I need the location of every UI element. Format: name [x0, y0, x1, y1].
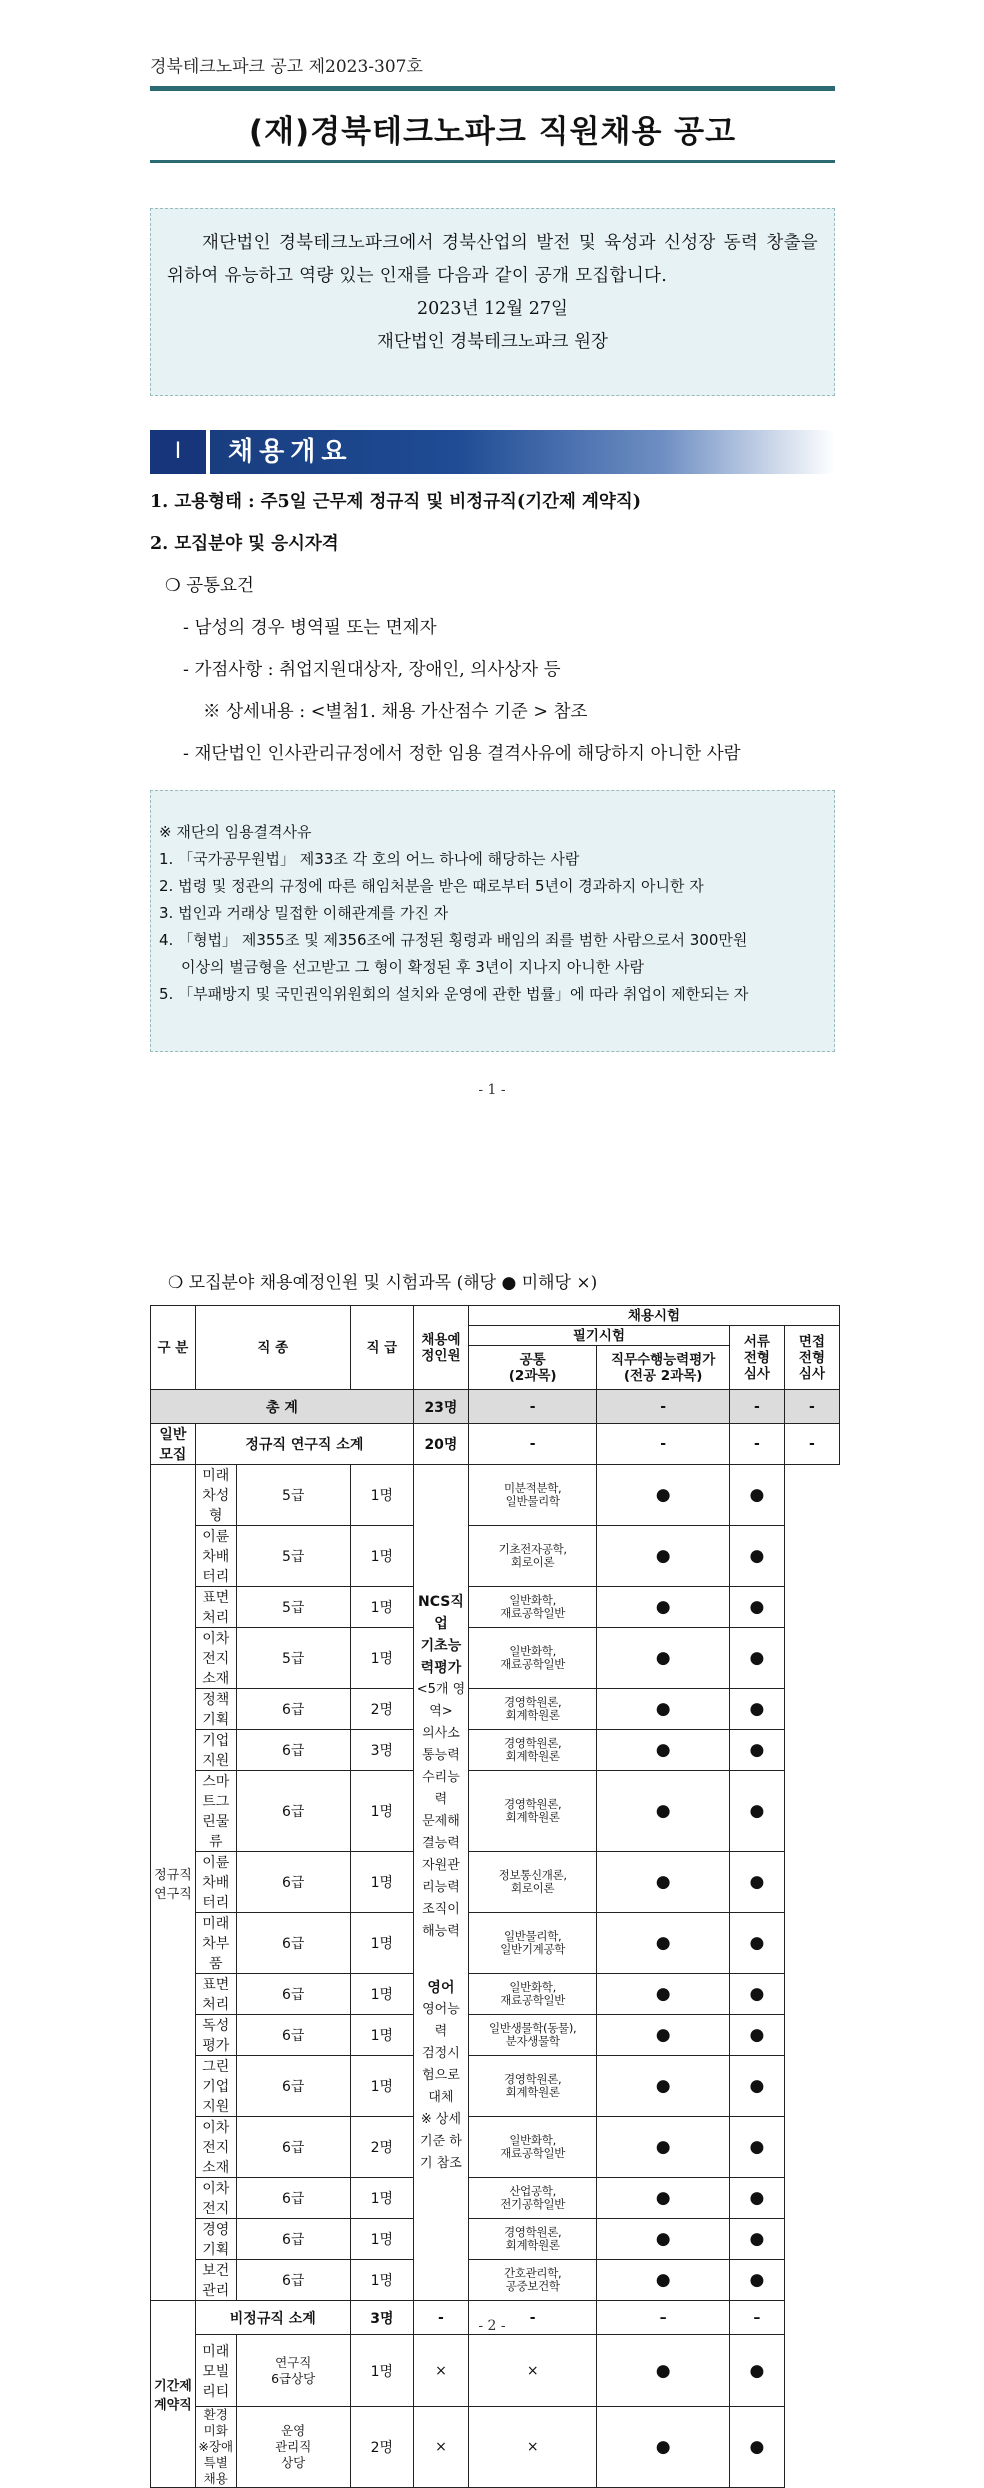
- nonregular-subtotal-label: 비정규직 소계: [195, 2301, 350, 2335]
- table-row: [151, 2260, 840, 2301]
- duty-subject-cell: 정보통신개론, 회로이론: [468, 1852, 596, 1913]
- regular-subtotal-interview: -: [784, 1424, 839, 1465]
- header-job: 직 종: [195, 1306, 350, 1390]
- job-cell: 보건관리: [195, 2260, 236, 2301]
- nonregular-subtotal-duty: -: [468, 2301, 596, 2335]
- regular-subtotal-count: 20명: [413, 1424, 468, 1465]
- regular-subtotal-label: 정규직 연구직 소계: [195, 1424, 413, 1465]
- grade-cell: 6급: [236, 2117, 350, 2178]
- disqualification-item: 1. 「국가공무원법」 제33조 각 호의 어느 하나에 해당하는 사람: [159, 850, 580, 868]
- grade-cell: 6급: [236, 2015, 350, 2056]
- requirement-note: ※ 상세내용 : <별첨1. 채용 가산점수 기준 > 참조: [203, 702, 588, 722]
- job-cell: 기업지원: [195, 1730, 236, 1771]
- duty-subject-cell: 일반화학, 재료공학일반: [468, 1587, 596, 1628]
- requirement-line: - 가점사항 : 취업지원대상자, 장애인, 의사상자 등: [183, 660, 561, 680]
- grade-cell: 6급: [236, 2178, 350, 2219]
- duty-subject-cell: 일반화학, 재료공학일반: [468, 1974, 596, 2015]
- count-cell: 1명: [350, 1913, 413, 1974]
- job-cell: 표면처리: [195, 1587, 236, 1628]
- duty-subject-cell: 경영학원론, 회계학원론: [468, 2056, 596, 2117]
- header-grade: 직 급: [350, 1306, 413, 1390]
- ncs-detail: <5개 영역> 의사소통능력 수리능력 문제해결능력 자원관리능력 조직이해능력: [416, 1681, 466, 1939]
- duty-subject-cell: 산업공학, 전기공학일반: [468, 2178, 596, 2219]
- table-row: [151, 1771, 840, 1852]
- count-cell: 1명: [350, 1852, 413, 1913]
- header-written: 필기시험: [468, 1326, 729, 1346]
- interview-cell: ●: [729, 1852, 784, 1913]
- item-fields: 2. 모집분야 및 응시자격: [150, 534, 339, 554]
- regular-subtotal-common: -: [468, 1424, 596, 1465]
- contract-grade: 운영 관리직 상당: [236, 2407, 350, 2488]
- duty-subject-cell: 미분적분학, 일반물리학: [468, 1465, 596, 1526]
- table-caption: ❍ 모집분야 채용예정인원 및 시험과목 (해당 ● 미해당 ×): [168, 1273, 598, 1293]
- contract-duty: ×: [468, 2335, 596, 2407]
- section-title: 채용개요: [228, 437, 353, 467]
- table-row: [151, 1465, 840, 1526]
- contract-doc: ●: [597, 2407, 730, 2488]
- notice-box: [150, 208, 835, 396]
- doc-cell: ●: [597, 1628, 730, 1689]
- count-cell: 1명: [350, 2015, 413, 2056]
- disqualification-item: 3. 법인과 거래상 밀접한 이해관계를 가진 자: [159, 904, 449, 922]
- job-cell: 표면처리: [195, 1974, 236, 2015]
- job-cell: 이차전지소재: [195, 1628, 236, 1689]
- grade-cell: 6급: [236, 1771, 350, 1852]
- regular-subtotal-row: [151, 1424, 840, 1465]
- page-2: [0, 1160, 984, 2486]
- doc-cell: ●: [597, 2117, 730, 2178]
- count-cell: 1명: [350, 1526, 413, 1587]
- group-general: 일반 모집: [151, 1424, 196, 1465]
- regular-subtotal-duty: -: [597, 1424, 730, 1465]
- duty-subject-cell: 일반생물학(동물), 분자생물학: [468, 2015, 596, 2056]
- count-cell: 2명: [350, 1689, 413, 1730]
- count-cell: 1명: [350, 1587, 413, 1628]
- requirement-line: - 재단법인 인사관리규정에서 정한 임용 결격사유에 해당하지 아니한 사람: [183, 744, 741, 764]
- title-rule: [150, 160, 835, 163]
- total-interview: -: [784, 1390, 839, 1424]
- interview-cell: ●: [729, 2056, 784, 2117]
- total-row: [151, 1390, 840, 1424]
- interview-cell: ●: [729, 1587, 784, 1628]
- disqualification-item: 2. 법령 및 정관의 규정에 따른 해임처분을 받은 때로부터 5년이 경과하지 아니한 자: [159, 877, 704, 895]
- grade-cell: 6급: [236, 1689, 350, 1730]
- interview-cell: ●: [729, 1526, 784, 1587]
- table-row: [151, 2117, 840, 2178]
- job-cell: 이차전지: [195, 2178, 236, 2219]
- table-row: [151, 1913, 840, 1974]
- section-header: [150, 430, 835, 474]
- doc-cell: ●: [597, 2219, 730, 2260]
- document-number: 경북테크노파크 공고 제2023-307호: [150, 57, 423, 77]
- job-cell: 그린기업지원: [195, 2056, 236, 2117]
- regular-subtotal-doc: -: [729, 1424, 784, 1465]
- disqualification-item-cont: 이상의 벌금형을 선고받고 그 형이 확정된 후 3년이 지나지 아니한 사람: [181, 958, 644, 976]
- interview-cell: ●: [729, 2219, 784, 2260]
- disqualification-heading: ※ 재단의 임용결격사유: [159, 823, 312, 841]
- contract-grade: 연구직 6급상당: [236, 2335, 350, 2407]
- contract-row: [151, 2407, 840, 2488]
- table-row: [151, 1974, 840, 2015]
- contract-count: 2명: [350, 2407, 413, 2488]
- contract-job: 환경미화 ※장애특별채용: [195, 2407, 236, 2488]
- doc-cell: ●: [597, 2015, 730, 2056]
- count-cell: 1명: [350, 1628, 413, 1689]
- table-row: [151, 1730, 840, 1771]
- interview-cell: ●: [729, 2117, 784, 2178]
- job-cell: 이차전지소재: [195, 2117, 236, 2178]
- doc-cell: ●: [597, 1587, 730, 1628]
- grade-cell: 6급: [236, 2260, 350, 2301]
- item-employment-type: 1. 고용형태 : 주5일 근무제 정규직 및 비정규직(기간제 계약직): [150, 492, 642, 512]
- disqualification-item: 5. 「부패방지 및 국민권익위원회의 설치와 운영에 관한 법률」에 따라 취업이 제한되는 자: [159, 985, 749, 1003]
- interview-cell: ●: [729, 1730, 784, 1771]
- job-cell: 미래차부품: [195, 1913, 236, 1974]
- doc-cell: ●: [597, 1465, 730, 1526]
- grade-cell: 6급: [236, 1730, 350, 1771]
- table-row: [151, 1628, 840, 1689]
- grade-cell: 6급: [236, 1974, 350, 2015]
- count-cell: 1명: [350, 2178, 413, 2219]
- interview-cell: ●: [729, 2260, 784, 2301]
- disqualification-item: 4. 「형법」 제355조 및 제356조에 규정된 횡령과 배임의 죄를 범한 사람으로서 300만원: [159, 931, 748, 949]
- total-common: -: [468, 1390, 596, 1424]
- table-row: [151, 2056, 840, 2117]
- contract-row: [151, 2335, 840, 2407]
- duty-subject-cell: 일반화학, 재료공학일반: [468, 2117, 596, 2178]
- notice-signer: 재단법인 경북테크노파크 원장: [377, 332, 608, 352]
- contract-common: ×: [413, 2407, 468, 2488]
- duty-subject-cell: 기초전자공학, 회로이론: [468, 1526, 596, 1587]
- page-1: [0, 0, 984, 1160]
- job-cell: 정책기획: [195, 1689, 236, 1730]
- interview-cell: ●: [729, 1913, 784, 1974]
- job-cell: 독성평가: [195, 2015, 236, 2056]
- header-category: 구 분: [151, 1306, 196, 1390]
- table-row: [151, 2219, 840, 2260]
- contract-count: 1명: [350, 2335, 413, 2407]
- grade-cell: 6급: [236, 1913, 350, 1974]
- english-detail: 영어능력 검정시험으로 대체 ※ 상세기준 하기 참조: [420, 2001, 462, 2171]
- notice-body: 재단법인 경북테크노파크에서 경북산업의 발전 및 육성과 신성장 동력 창출을 위하여 유능하고 역량 있는 인재를 다음과 같이 공개 모집합니다.: [167, 233, 818, 286]
- header-interview: 면접 전형 심사: [784, 1326, 839, 1390]
- total-count: 23명: [413, 1390, 468, 1424]
- interview-cell: ●: [729, 1465, 784, 1526]
- job-cell: 이륜차배터리: [195, 1526, 236, 1587]
- contract-interview: ●: [729, 2335, 784, 2407]
- doc-cell: ●: [597, 1913, 730, 1974]
- doc-cell: ●: [597, 1771, 730, 1852]
- ncs-title: NCS직업 기초능력평가: [418, 1593, 464, 1676]
- count-cell: 1명: [350, 1465, 413, 1526]
- page-number: - 2 -: [478, 2318, 506, 2334]
- interview-cell: ●: [729, 1771, 784, 1852]
- contract-duty: ×: [468, 2407, 596, 2488]
- job-cell: 스마트그린물류: [195, 1771, 236, 1852]
- count-cell: 1명: [350, 2260, 413, 2301]
- count-cell: 1명: [350, 1771, 413, 1852]
- grade-cell: 5급: [236, 1465, 350, 1526]
- nonregular-subtotal-doc: –: [597, 2301, 730, 2335]
- table-row: [151, 1689, 840, 1730]
- doc-cell: ●: [597, 2178, 730, 2219]
- contract-common: ×: [413, 2335, 468, 2407]
- grade-cell: 5급: [236, 1587, 350, 1628]
- interview-cell: ●: [729, 2015, 784, 2056]
- duty-subject-cell: 경영학원론, 회계학원론: [468, 1730, 596, 1771]
- nonregular-subtotal-common: -: [413, 2301, 468, 2335]
- total-duty: -: [597, 1390, 730, 1424]
- table-row: [151, 1852, 840, 1913]
- notice-date: 2023년 12월 27일: [417, 299, 568, 319]
- english-title: 영어: [427, 1979, 455, 1996]
- doc-cell: ●: [597, 1974, 730, 2015]
- header-doc: 서류 전형 심사: [729, 1326, 784, 1390]
- interview-cell: ●: [729, 1628, 784, 1689]
- grade-cell: 5급: [236, 1628, 350, 1689]
- interview-cell: ●: [729, 1689, 784, 1730]
- duty-subject-cell: 경영학원론, 회계학원론: [468, 1689, 596, 1730]
- total-doc: -: [729, 1390, 784, 1424]
- table-row: [151, 2178, 840, 2219]
- job-cell: 이륜차배터리: [195, 1852, 236, 1913]
- job-cell: 경영기획: [195, 2219, 236, 2260]
- doc-cell: ●: [597, 1689, 730, 1730]
- total-label: 총 계: [151, 1390, 414, 1424]
- doc-cell: ●: [597, 2056, 730, 2117]
- count-cell: 3명: [350, 1730, 413, 1771]
- group-contract: 기간제 계약직: [151, 2301, 196, 2488]
- page-number: - 1 -: [478, 1082, 506, 1098]
- interview-cell: ●: [729, 2178, 784, 2219]
- common-requirements-heading: ❍ 공통요건: [165, 576, 254, 596]
- contract-doc: ●: [597, 2335, 730, 2407]
- nonregular-subtotal-interview: –: [729, 2301, 784, 2335]
- header-rule: [150, 86, 835, 91]
- duty-subject-cell: 일반물리학, 일반기계공학: [468, 1913, 596, 1974]
- doc-cell: ●: [597, 1852, 730, 1913]
- header-duty: 직무수행능력평가 (전공 2과목): [597, 1346, 730, 1390]
- count-cell: 1명: [350, 1974, 413, 2015]
- job-cell: 미래차성형: [195, 1465, 236, 1526]
- section-number: Ⅰ: [150, 430, 210, 474]
- table-row: [151, 1587, 840, 1628]
- doc-cell: ●: [597, 1526, 730, 1587]
- requirement-line: - 남성의 경우 병역필 또는 면제자: [183, 618, 437, 638]
- nonregular-subtotal-count: 3명: [350, 2301, 413, 2335]
- grade-cell: 5급: [236, 1526, 350, 1587]
- duty-subject-cell: 간호관리학, 공중보건학: [468, 2260, 596, 2301]
- header-common: 공통 (2과목): [468, 1346, 596, 1390]
- header-count: 채용예정인원: [413, 1306, 468, 1390]
- disqualification-box: [150, 790, 835, 1052]
- duty-subject-cell: 경영학원론, 회계학원론: [468, 2219, 596, 2260]
- contract-job: 미래모빌리티: [195, 2335, 236, 2407]
- page-title: (재)경북테크노파크 직원채용 공고: [248, 114, 737, 150]
- doc-cell: ●: [597, 1730, 730, 1771]
- interview-cell: ●: [729, 1974, 784, 2015]
- grade-cell: 6급: [236, 2219, 350, 2260]
- doc-cell: ●: [597, 2260, 730, 2301]
- table-row: [151, 1526, 840, 1587]
- count-cell: 1명: [350, 2219, 413, 2260]
- group-regular: 정규직 연구직: [151, 1465, 196, 2301]
- count-cell: 2명: [350, 2117, 413, 2178]
- duty-subject-cell: 경영학원론, 회계학원론: [468, 1771, 596, 1852]
- duty-subject-cell: 일반화학, 재료공학일반: [468, 1628, 596, 1689]
- grade-cell: 6급: [236, 1852, 350, 1913]
- count-cell: 1명: [350, 2056, 413, 2117]
- header-exam: 채용시험: [468, 1306, 839, 1326]
- table-row: [151, 2015, 840, 2056]
- grade-cell: 6급: [236, 2056, 350, 2117]
- recruitment-table: [150, 1305, 840, 2488]
- common-test-cell: [413, 1465, 468, 2301]
- contract-interview: ●: [729, 2407, 784, 2488]
